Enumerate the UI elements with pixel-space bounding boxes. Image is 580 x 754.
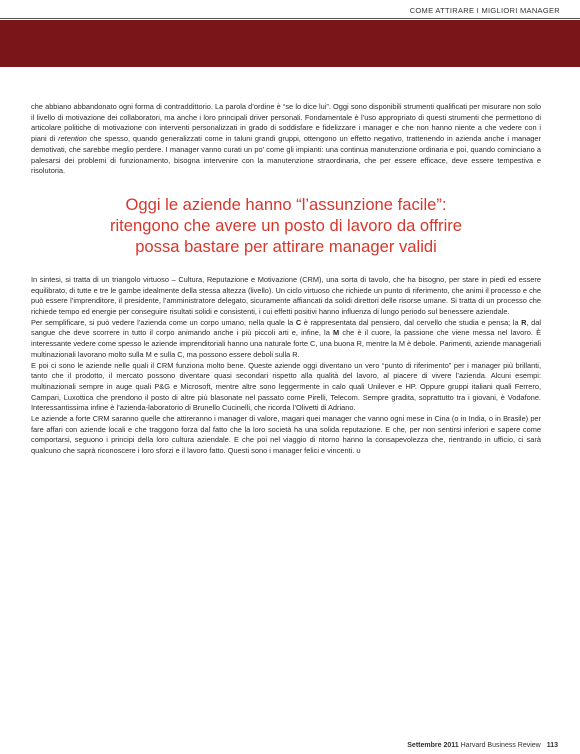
- intro-text-1: che abbiano abbandonato ogni forma di contraddittorio. La parola d’ordine è “se lo dice lui”. Oggi sono disponibili strumenti qualificati per misurare non solo il livello di motivazione dei collaboratori, ma anche i loro principali driver personali. Fondamentale è l’uso appropriato di questi strumenti che permettono di articolare politiche di motivazione con interventi personalizzati in grado di soddisfare e fidelizzare i manager e che non hanno niente a che vedere con i piani di: [31, 102, 541, 144]
- pull-quote-line-3: possa bastare per attirare manager validi: [135, 236, 437, 256]
- pull-quote-line-1: Oggi le aziende hanno “l’assunzione facile”:: [125, 194, 447, 214]
- body-paragraph-3: E poi ci sono le aziende nelle quali il CRM funziona molto bene. Queste aziende oggi diventano un vero “punto di riferimento” per i manager più brillanti, tanto che il prodotto, il mercato possono diventare quasi secondari rispetto alla qualità del lavoro, al piacere di vivere l’azienda. Alcuni esempi: multinazionali sempre in auge quali P&G e Microsoft, mentre altre sono leggermente in calo quali Unilever e HP. Oppure gruppi italiani quali Ferrero, Campari, Luxottica che prendono il posto di altre più blasonate nel passato come Pirelli, Telecom. Sempre gradita, soprattutto tra i giovani, è Vodafone. Interessantissima infine è l’azienda-laboratorio di Brunello Cucinelli, che ricorda l’Olivetti di Adriano.: [31, 360, 541, 413]
- letter-r: R: [521, 317, 527, 327]
- body-paragraph-1: In sintesi, si tratta di un triangolo virtuoso – Cultura, Reputazione e Motivazione (CRM), una sorta di tavolo, che ha bisogno, per stare in piedi ed essere equilibrato, di tutte e tre le gambe idealmente della stessa altezza (livello). Un ciclo virtuoso che richiede un punto di riferimento, che animi il processo e che può essere l’imprenditore, il presidente, l’amministratore delegato, sicuramente affiancati da solidi direttori delle risorse umane. Si tratta di un processo che richiede tempo ed energie per conseguire risultati solidi e consistenti, i cui effetti positivi hanno influenza di lungo periodo sul benessere aziendale.: [31, 274, 541, 317]
- intro-text-2: che spesso, quando generalizzati come in taluni grandi gruppi, ottengono un effetto negativo, trattenendo in azienda anche i manager demotivati, che sarebbe meglio perdere. I manager vanno curati un po’ come gli impianti: una continua manutenzione ordinaria e poi, quando cominciano a palesarsi dei problemi di funzionamento, bisogna intervenire con la manutenzione straordinaria, che per essere efficace, deve essere tempestiva e risolutoria.: [31, 134, 541, 176]
- header-band: [0, 20, 580, 67]
- p2-text-d: , dal sangue che deve scorrere in tutto il corpo animando anche i più piccoli arti e, infine, la: [31, 317, 541, 338]
- footer-date: Settembre 2011: [407, 742, 459, 749]
- p2-text-b: è rappresentata dal pensiero, dal cervello che studia e pensa; la: [301, 317, 522, 327]
- p2-text-a: Per semplificare, si può vedere l’azienda come un corpo umano, nella quale la: [31, 317, 296, 327]
- letter-m: M: [333, 328, 340, 338]
- p4-text: Le aziende a forte CRM saranno quelle che attireranno i manager di valore, magari quei manager che vanno ogni mese in Cina (o in India, o in Brasile) per fare affari con aziende locali e che traggono forza dal fatto che la loro società ha una solida reputazione. E che, per non sentirsi inferiori e sapere come comportarsi, seguono i principi della loro cultura aziendale. E che poi nel viaggio di ritorno hanno la consapevolezza che, rientrando in ufficio, ci sarà qualcuno che saprà riconoscere i loro sforzi e il lavoro fatto. Questi sono i manager felici e vincenti.: [31, 414, 541, 456]
- pull-quote-line-2: ritengono che avere un posto di lavoro da offrire: [109, 215, 463, 235]
- page-footer: [407, 742, 558, 749]
- pull-quote: [31, 194, 541, 257]
- body-paragraph-4: [31, 414, 541, 457]
- article-body: [31, 102, 541, 457]
- intro-paragraph: [31, 102, 541, 177]
- header-rule: [0, 18, 580, 19]
- section-label: COME ATTIRARE I MIGLIORI MANAGER: [409, 6, 560, 15]
- page-number: 113: [546, 742, 558, 749]
- body-paragraph-2: [31, 318, 541, 361]
- footer-publication: Harvard Business Review: [460, 742, 541, 749]
- intro-italic-term: retention: [58, 134, 87, 144]
- end-mark-icon: ʊ: [356, 446, 361, 456]
- p2-text-e: che è il cuore, la passione che viene messa nel lavoro. È interessante vedere come spesso le aziende imprenditoriali hanno una naturale forte C, una buona R, mentre la M è debole. Parimenti, aziende manageriali multinazionali lavorano molto sulla M e sulla C, ma possono essere deboli sulla R.: [31, 328, 542, 359]
- letter-c: C: [295, 317, 302, 327]
